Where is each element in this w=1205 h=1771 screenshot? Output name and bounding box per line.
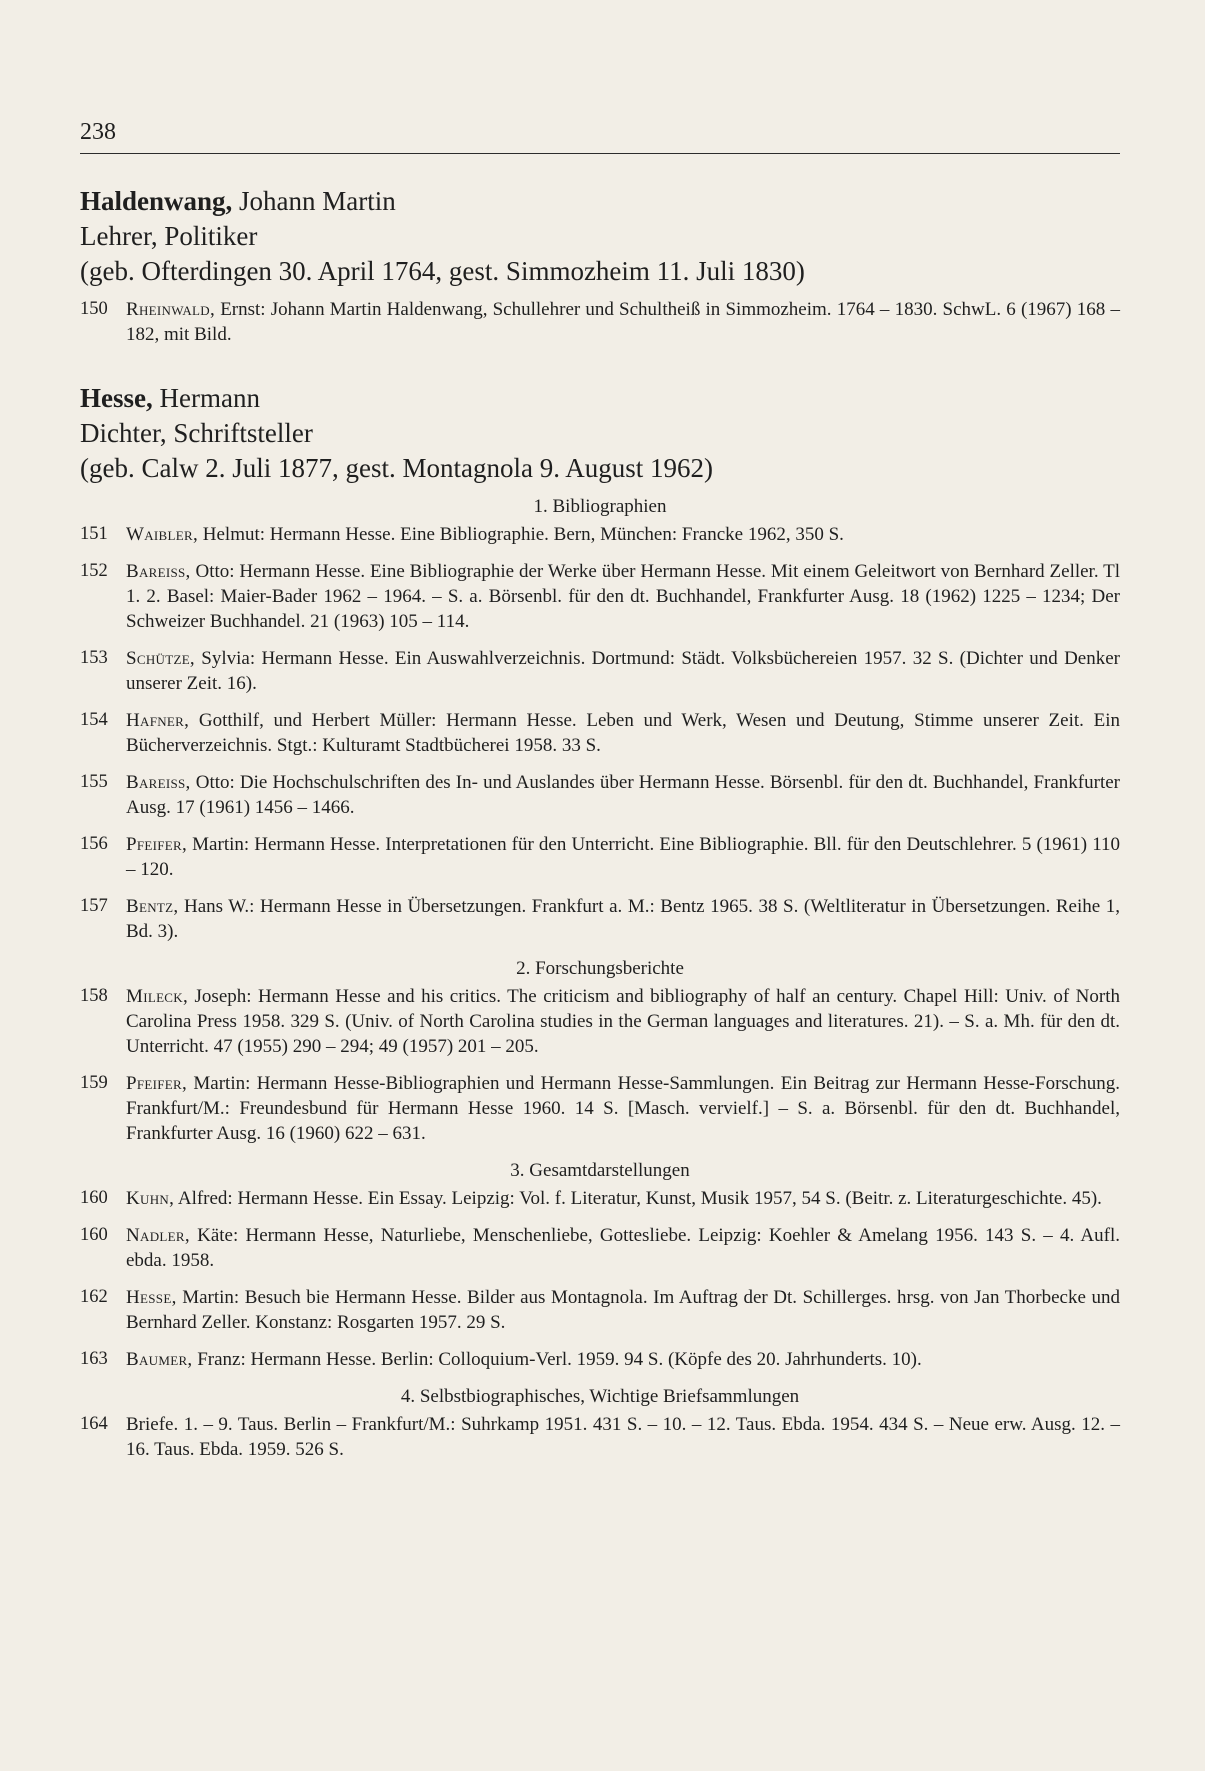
entry-number: 152: [80, 561, 108, 581]
entry-text: [126, 559, 1125, 634]
section-title: 3. Gesamtdarstellungen: [510, 1160, 690, 1181]
entry-body: Martin: Hermann Hesse-Bibliographien und Hermann Hesse-Sammlungen. Ein Beitrag zur Hermann Hesse-Forschung. Frankfurt/M.: Freundesbund für Hermann Hesse 1960. 14 S. [Masch. vervielf.] – S. a. Börsenbl. für den dt. Buchhandel, Frankfurter Ausg. 16 (1960) 622 – 631.: [126, 1073, 1125, 1144]
section-title: 1. Bibliographien: [533, 496, 667, 517]
bibliography-entry: [80, 559, 1125, 634]
bibliography-entry: [80, 708, 1125, 758]
page-number: 238: [80, 119, 116, 145]
entry-number: 150: [80, 299, 108, 319]
entry-body: Martin: Hermann Hesse. Interpretationen für den Unterricht. Eine Bibliographie. Bll. für den Deutschlehrer. 5 (1961) 110 – 120.: [126, 834, 1125, 880]
entry-text: [126, 1412, 1125, 1462]
header-rule: [80, 153, 1120, 154]
person-surname: Haldenwang,: [80, 186, 233, 216]
entry-number: 164: [80, 1414, 108, 1434]
entry-number: 154: [80, 710, 108, 730]
entry-author: Pfeifer,: [126, 1073, 188, 1094]
entry-text: [126, 1285, 1125, 1335]
bibliography-entry: [80, 1347, 1120, 1372]
person-name: [80, 381, 1120, 416]
person-name: [80, 184, 1120, 219]
person-life-dates: (geb. Ofterdingen 30. April 1764, gest. Simmozheim 11. Juli 1830): [80, 256, 805, 286]
entry-text: [126, 1071, 1125, 1146]
entry-body: Otto: Die Hochschulschriften des In- und Auslandes über Hermann Hesse. Börsenbl. für den dt. Buchhandel, Frankfurter Ausg. 17 (1961) 1456 – 1466.: [126, 772, 1124, 818]
entry-body: Joseph: Hermann Hesse and his critics. The criticism and bibliography of half an century. Chapel Hill: Univ. of North Carolina Press 1958. 329 S. (Univ. of North Carolina studies in the German languages and literatures. 21). – S. a. Mh. für den dt. Unterricht. 47 (1955) 290 – 294; 49 (1957) 201 – 205.: [126, 986, 1125, 1057]
person-given-name: Hermann: [152, 383, 260, 413]
entry-number: 151: [80, 524, 108, 544]
bibliography-entry: [80, 1285, 1125, 1335]
person-role: Lehrer, Politiker: [80, 221, 258, 251]
person-heading: [80, 184, 1120, 289]
entry-number: 159: [80, 1073, 108, 1093]
entry-author: Hesse,: [126, 1287, 177, 1308]
entry-body: Helmut: Hermann Hesse. Eine Bibliographie. Bern, München: Francke 1962, 350 S.: [198, 524, 844, 545]
entry-body: Gotthilf, und Herbert Müller: Hermann Hesse. Leben und Werk, Wesen und Deutung, Stimme unserer Zeit. Ein Bücherverzeichnis. Stgt.: Kulturamt Stadtbücherei 1958. 33 S.: [126, 710, 1125, 756]
entry-text: [126, 1347, 1120, 1372]
entry-body: Sylvia: Hermann Hesse. Ein Auswahlverzeichnis. Dortmund: Städt. Volksbüchereien 1957. 32 S. (Dichter und Denker unserer Zeit. 16).: [126, 648, 1125, 694]
entry-text: [126, 832, 1125, 882]
entry-author: Kuhn,: [126, 1188, 175, 1209]
entry-number: 160: [80, 1188, 108, 1208]
entry-body: Hans W.: Hermann Hesse in Übersetzungen. Frankfurt a. M.: Bentz 1965. 38 S. (Weltliteratur in Übersetzungen. Reihe 1, Bd. 3).: [126, 896, 1125, 942]
entry-text: [126, 1186, 1120, 1211]
entry-body: Martin: Besuch bie Hermann Hesse. Bilder aus Montagnola. Im Auftrag der Dt. Schillerges. hrsg. von Jan Thorbecke und Bernhard Zeller. Konstanz: Rosgarten 1957. 29 S.: [126, 1287, 1125, 1333]
entry-number: 162: [80, 1287, 108, 1307]
bibliography-entry: [80, 1186, 1120, 1211]
person-surname: Hesse,: [80, 383, 153, 413]
bibliography-entry: [80, 984, 1125, 1059]
bibliography-entry: [80, 1071, 1125, 1146]
entry-author: Pfeifer,: [126, 834, 188, 855]
section-title: 2. Forschungsberichte: [516, 958, 684, 979]
bibliography-entry: [80, 894, 1125, 944]
bibliography-entry: [80, 297, 1125, 347]
entry-number: 163: [80, 1349, 108, 1369]
bibliography-entry: [80, 832, 1125, 882]
entry-author: Waibler,: [126, 524, 199, 545]
entry-author: Bareiss,: [126, 772, 191, 793]
bibliography-entry: [80, 646, 1125, 696]
bibliography-entry: [80, 1412, 1125, 1462]
entry-number: 158: [80, 986, 108, 1006]
entry-text: [126, 646, 1125, 696]
entry-body: Briefe. 1. – 9. Taus. Berlin – Frankfurt/M.: Suhrkamp 1951. 431 S. – 10. – 12. Taus. Ebda. 1954. 434 S. – Neue erw. Ausg. 12. – 16. Taus. Ebda. 1959. 526 S.: [126, 1414, 1125, 1460]
person-heading: [80, 381, 1120, 486]
bibliography-entry: [80, 770, 1124, 820]
entry-body: Ernst: Johann Martin Haldenwang, Schullehrer und Schultheiß in Simmozheim. 1764 – 1830. SchwL. 6 (1967) 168 – 182, mit Bild.: [126, 299, 1125, 345]
entry-number: 157: [80, 896, 108, 916]
person-role: Dichter, Schriftsteller: [80, 418, 313, 448]
entry-body: Käte: Hermann Hesse, Naturliebe, Menschenliebe, Gottesliebe. Leipzig: Koehler & Amelang 1956. 143 S. – 4. Aufl. ebda. 1958.: [126, 1225, 1125, 1271]
entry-text: [126, 708, 1125, 758]
person-separator: [80, 359, 1120, 381]
entry-author: Bareiss,: [126, 561, 191, 582]
entry-number: 156: [80, 834, 108, 854]
bibliography-entry: [80, 522, 1120, 547]
entry-text: [126, 297, 1125, 347]
entry-author: Hafner,: [126, 710, 190, 731]
entry-author: Mileck,: [126, 986, 189, 1007]
bibliography-content: [80, 184, 1125, 1474]
section-title: 4. Selbstbiographisches, Wichtige Briefsammlungen: [400, 1386, 800, 1407]
entry-number: 153: [80, 648, 108, 668]
entry-author: Schütze,: [126, 648, 195, 669]
entry-author: Nadler,: [126, 1225, 190, 1246]
person-life-dates: (geb. Calw 2. Juli 1877, gest. Montagnola 9. August 1962): [80, 453, 713, 483]
bibliography-entry: [80, 1223, 1125, 1273]
entry-number: 160: [80, 1225, 108, 1245]
entry-text: [126, 894, 1125, 944]
person-given-name: Johann Martin: [232, 186, 396, 216]
entry-author: Baumer,: [126, 1349, 193, 1370]
entry-text: [126, 522, 1120, 547]
entry-number: 155: [80, 772, 108, 792]
entry-text: [126, 1223, 1125, 1273]
entry-author: Bentz,: [126, 896, 179, 917]
entry-author: Rheinwald,: [126, 299, 216, 320]
entry-body: Otto: Hermann Hesse. Eine Bibliographie der Werke über Hermann Hesse. Mit einem Geleitwort von Bernhard Zeller. Tl 1. 2. Basel: Maier-Bader 1962 – 1964. – S. a. Börsenbl. für den dt. Buchhandel, Frankfurter Ausg. 18 (1962) 1225 – 1234; Der Schweizer Buchhandel. 21 (1963) 105 – 114.: [126, 561, 1125, 632]
entry-text: [126, 984, 1125, 1059]
entry-body: Franz: Hermann Hesse. Berlin: Colloquium-Verl. 1959. 94 S. (Köpfe des 20. Jahrhunderts. 10).: [192, 1349, 922, 1370]
entry-body: Alfred: Hermann Hesse. Ein Essay. Leipzig: Vol. f. Literatur, Kunst, Musik 1957, 54 S. (Beitr. z. Literaturgeschichte. 45).: [174, 1188, 1102, 1209]
entry-text: [126, 770, 1124, 820]
